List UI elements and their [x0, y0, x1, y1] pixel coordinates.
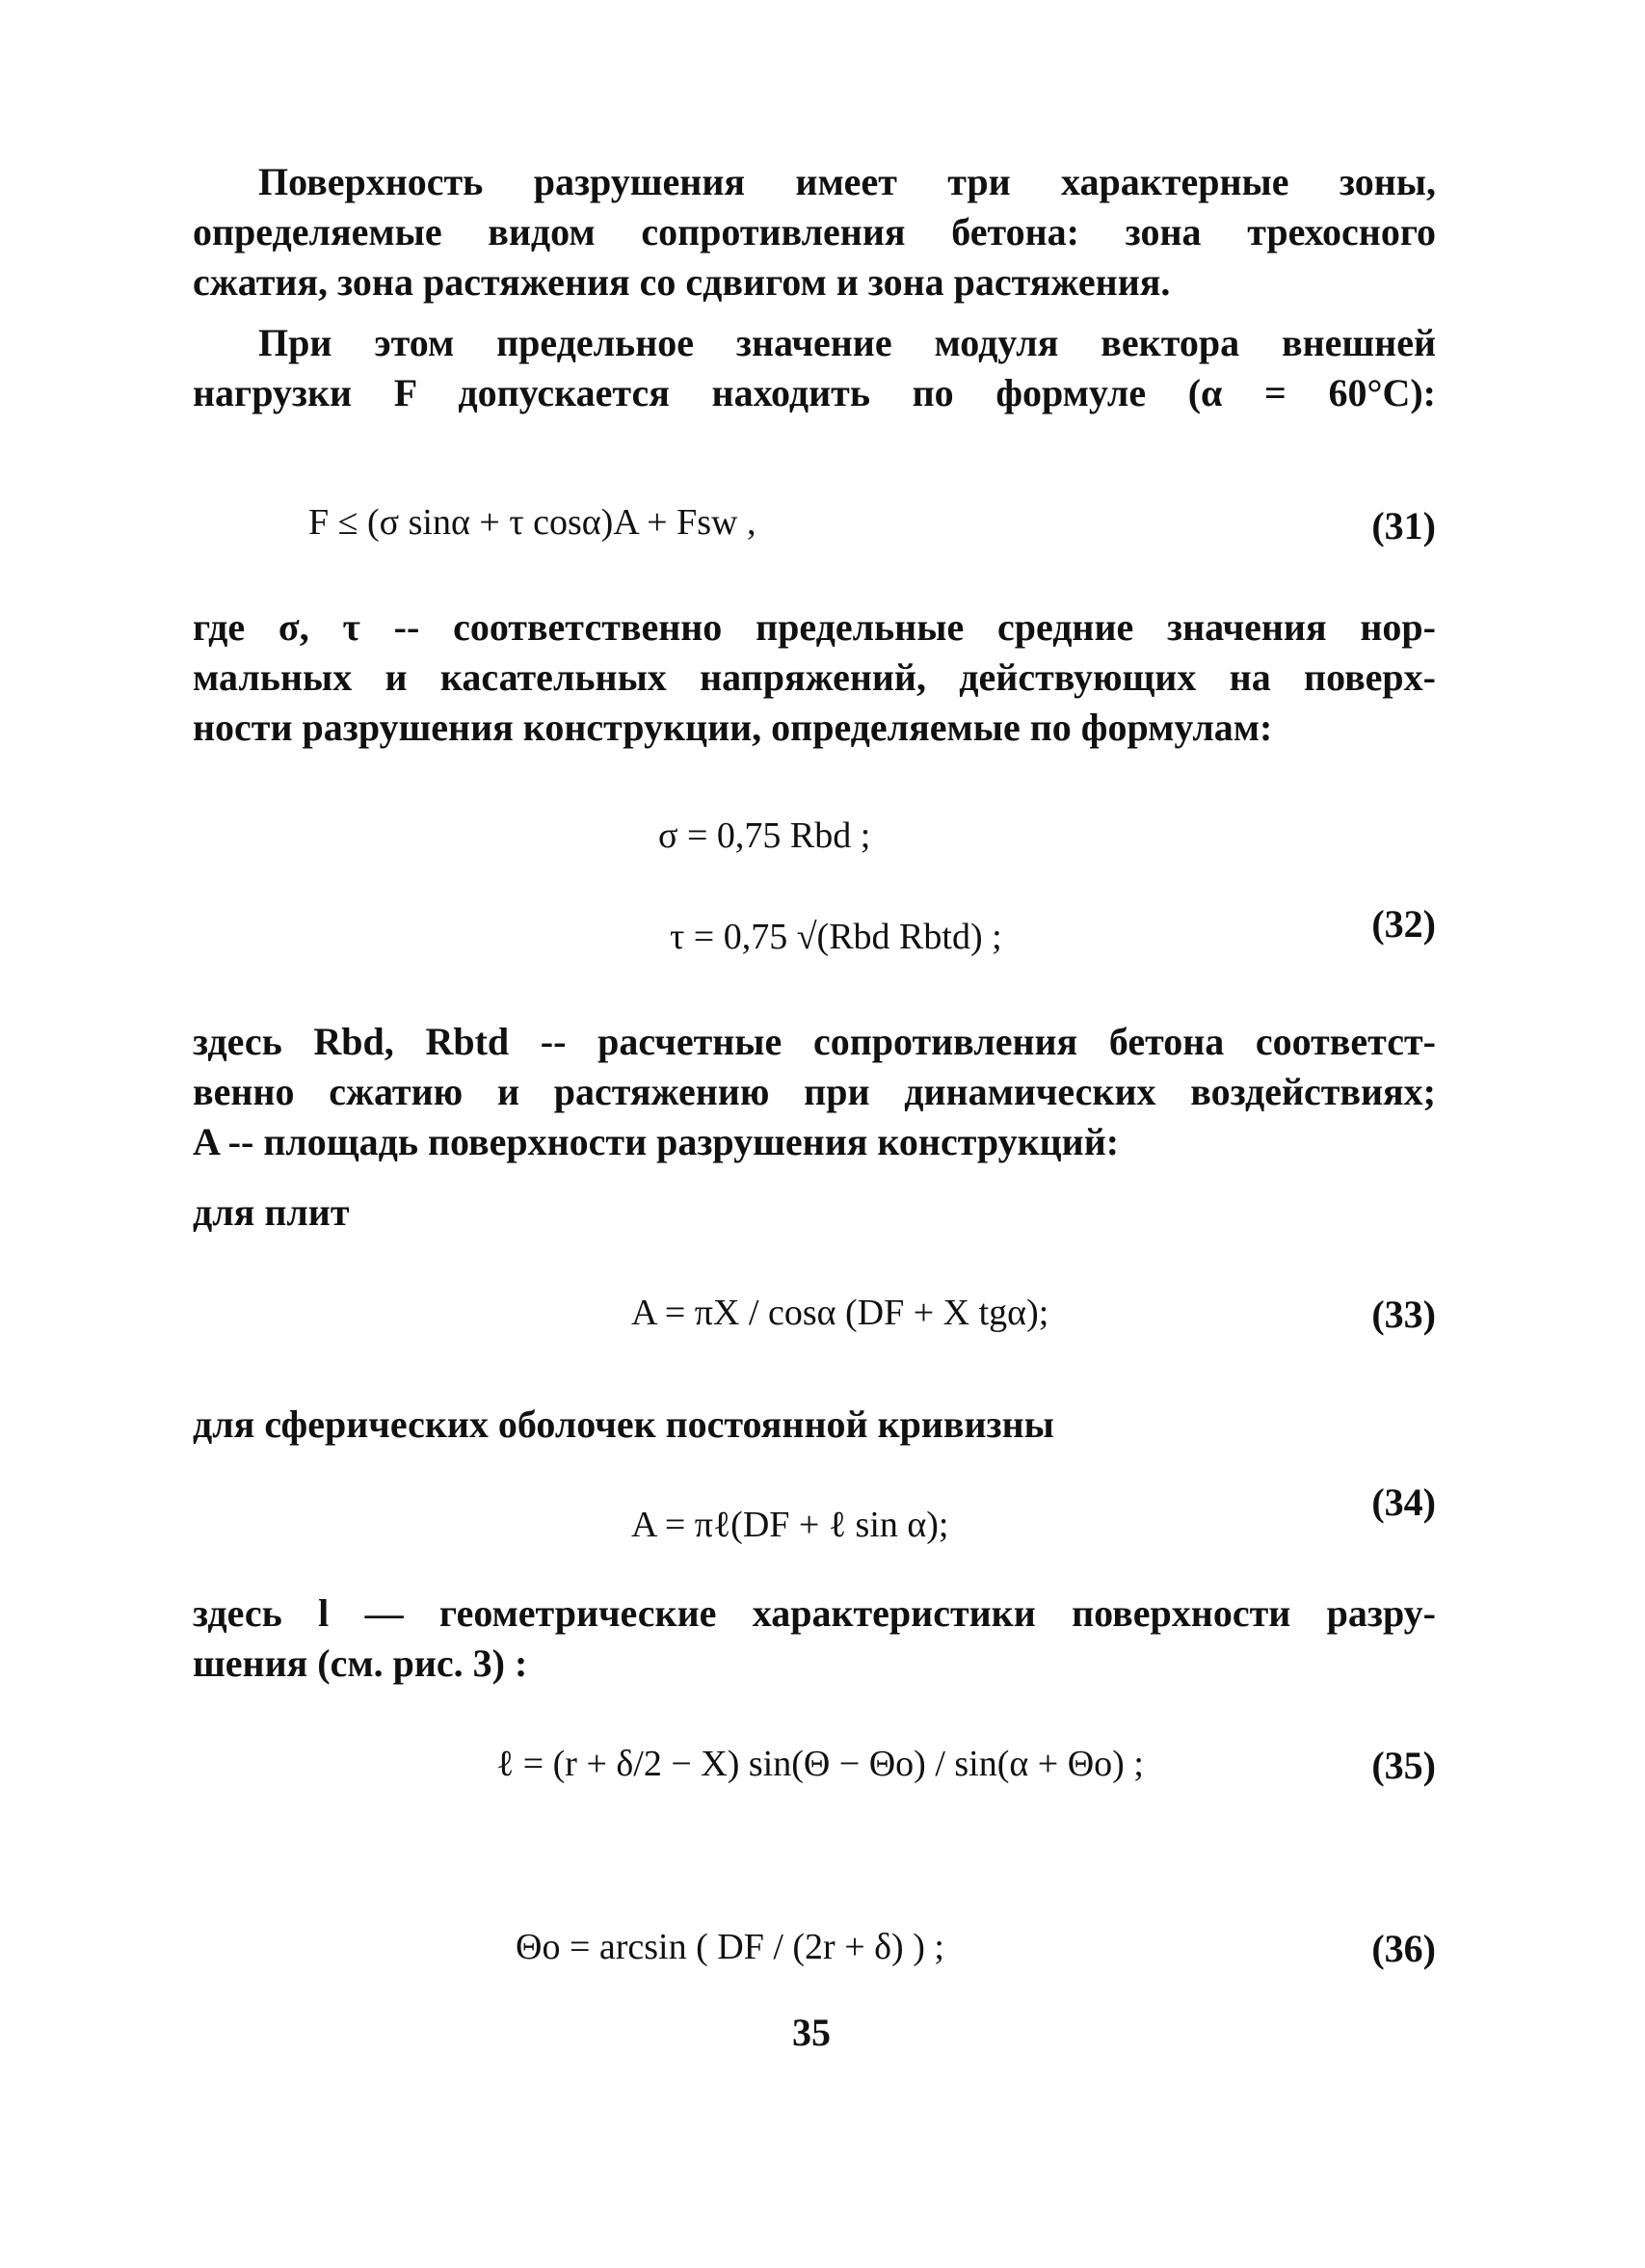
formula-34-text: A = πℓ(DF + ℓ sin α);: [631, 1505, 949, 1545]
formula-32-tau-text: τ = 0,75 √(Rbd Rbtd) ;: [670, 917, 1002, 957]
text-line: венно сжатию и растяжению при динамических воздействиях;: [193, 1070, 1436, 1113]
text-line: где σ, τ -- соответственно предельные средние значения нор-: [193, 605, 1436, 649]
paragraph-geometry: [193, 1588, 1436, 1689]
formula-32-sigma-text: σ = 0,75 Rbd ;: [658, 815, 871, 856]
paragraph-spherical-shells: [193, 1400, 1436, 1450]
text-line: мальных и касательных напряжений, действующих на поверх-: [193, 655, 1436, 699]
text-line: шения (см. рис. 3) :: [193, 1641, 528, 1685]
text-line: Поверхность разрушения имеет три характерные зоны,: [258, 160, 1436, 203]
text-line: здесь l — геометрические характеристики поверхности разру-: [193, 1591, 1436, 1635]
equation-number-32: (32): [1371, 902, 1436, 946]
text-line: для плит: [193, 1190, 350, 1234]
formula-36: [516, 1926, 944, 1968]
paragraph-fracture-zones: [193, 157, 1436, 307]
formula-35-text: ℓ = (r + δ/2 − X) sin(Θ − Θo) / sin(α + Θo) ;: [496, 1744, 1144, 1784]
text-line: сжатия, зона растяжения со сдвигом и зона растяжения.: [193, 260, 1171, 304]
text-line: здесь Rbd, Rbtd -- расчетные сопротивления бетона соответст-: [193, 1020, 1436, 1063]
equation-number-34: (34): [1371, 1481, 1436, 1524]
formula-31: [308, 501, 756, 544]
equation-number-33: (33): [1371, 1293, 1436, 1336]
formula-33: [631, 1292, 1048, 1334]
formula-31-text: F ≤ (σ sinα + τ cosα)A + Fsw ,: [308, 502, 756, 543]
equation-number-31: (31): [1371, 504, 1436, 547]
text-line: При этом предельное значение модуля вектора внешней: [258, 321, 1436, 364]
text-line: для сферических оболочек постоянной кривизны: [193, 1402, 1054, 1446]
equation-number-36: (36): [1371, 1927, 1436, 1970]
text-line: нагрузки F допускается находить по формуле (α = 60°C):: [193, 371, 1436, 414]
equation-number-35: (35): [1371, 1744, 1436, 1787]
formula-35: [496, 1743, 1144, 1785]
formula-33-text: A = πX / cosα (DF + X tgα);: [631, 1293, 1049, 1333]
paragraph-resistance: [193, 1017, 1436, 1167]
text-line: ности разрушения конструкции, определяемые по формулам:: [193, 706, 1273, 749]
text-line: определяемые видом сопротивления бетона: зона трехосного: [193, 210, 1436, 253]
formula-32-sigma: [658, 814, 870, 857]
formula-34: [631, 1504, 949, 1546]
page-number: 35: [792, 2011, 831, 2054]
formula-32-tau: [670, 916, 1002, 958]
paragraph-for-slabs: [193, 1187, 1436, 1238]
text-line: A -- площадь поверхности разрушения конструкций:: [193, 1120, 1120, 1163]
paragraph-limit-load: [193, 318, 1436, 418]
formula-36-text: Θo = arcsin ( DF / (2r + δ) ) ;: [516, 1927, 944, 1967]
paragraph-stress-definitions: [193, 602, 1436, 753]
